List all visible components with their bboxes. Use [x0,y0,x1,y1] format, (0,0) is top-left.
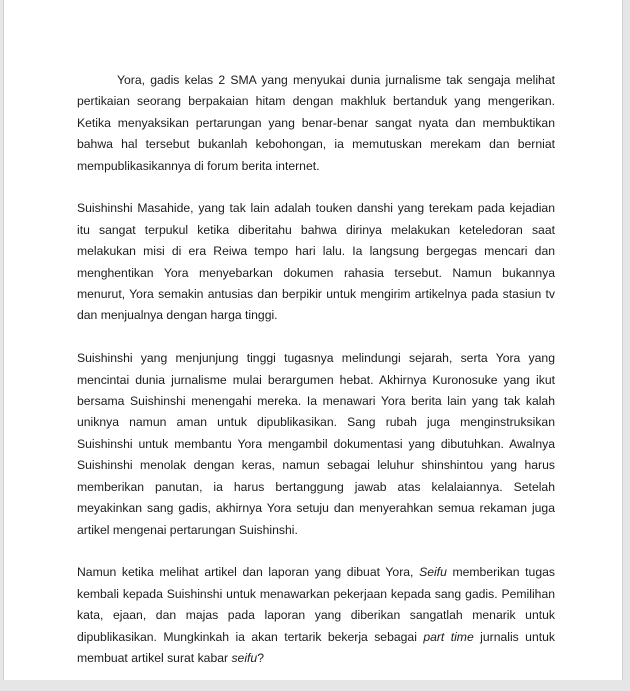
paragraph-4-italic-part-time: part time [423,629,474,644]
paragraph-4-text-a: Namun ketika melihat artikel dan laporan yang dibuat Yora, [77,565,420,580]
document-page [3,0,623,680]
paragraph-3-text: Suishinshi yang menjunjung tinggi tugasnya melindungi sejarah, serta Yora yang mencintai dunia jurnalisme mulai berargumen hebat. Akhirnya Kuronosuke yang ikut bersama Suishinshi menengahi mereka. Ia menawari Yora berita lain yang tak kalah uniknya namun aman untuk dipublikasikan. Sang rubah juga menginstruksikan Suishinshi untuk membantu Yora mengambil dokumentasi yang dibutuhkan. Awalnya Suishinshi menolak dengan keras, namun sebagai leluhur shinshintou yang harus memberikan panutan, ia harus bertanggung jawab atas kelalaiannya. Setelah meyakinkan sang gadis, akhirnya Yora setuju dan menyerahkan semua rekaman juga artikel mengenai pertarungan Suishinshi. [77,351,555,537]
paragraph-2-text: Suishinshi Masahide, yang tak lain adalah touken danshi yang terekam pada kejadian itu sangat terpukul ketika diberitahu bahwa dirinya melakukan keteledoran saat melakukan misi di era Reiwa tempo hari lalu. Ia langsung bergegas mencari dan menghentikan Yora menyebarkan dokumen rahasia tersebut. Namun bukannya menurut, Yora semakin antusias dan berpikir untuk mengirim artikelnya pada stasiun tv dan menjualnya dengan harga tinggi. [77,201,555,323]
paragraph-3 [77,348,555,541]
document-body [77,70,555,691]
paragraph-4-text-d: ? [257,650,264,665]
paragraph-4-text-c: jurnalis untuk membuat artikel surat kabar [77,629,555,665]
paragraph-4 [77,562,555,669]
paragraph-4-italic-seifu-2: seifu [231,650,258,665]
paragraph-2 [77,198,555,326]
paragraph-4-italic-seifu: Seifu [419,565,447,580]
paragraph-1 [77,70,555,177]
paragraph-4-text-b: memberikan tugas kembali kepada Suishinshi untuk menawarkan pekerjaan kepada sang gadis. Pemilihan kata, ejaan, dan majas pada laporan yang diberikan sangatlah menarik untuk dipublikasikan. Mungkinkah ia akan tertarik bekerja sebagai [77,565,555,644]
paragraph-1-text: Yora, gadis kelas 2 SMA yang menyukai dunia jurnalisme tak sengaja melihat pertikaian seorang berpakaian hitam dengan makhluk bertanduk yang mengerikan. Ketika menyaksikan pertarungan yang benar-benar sangat nyata dan membuktikan bahwa hal tersebut bukanlah kebohongan, ia memutuskan merekam dan berniat mempublikasikannya di forum berita internet. [77,73,555,173]
